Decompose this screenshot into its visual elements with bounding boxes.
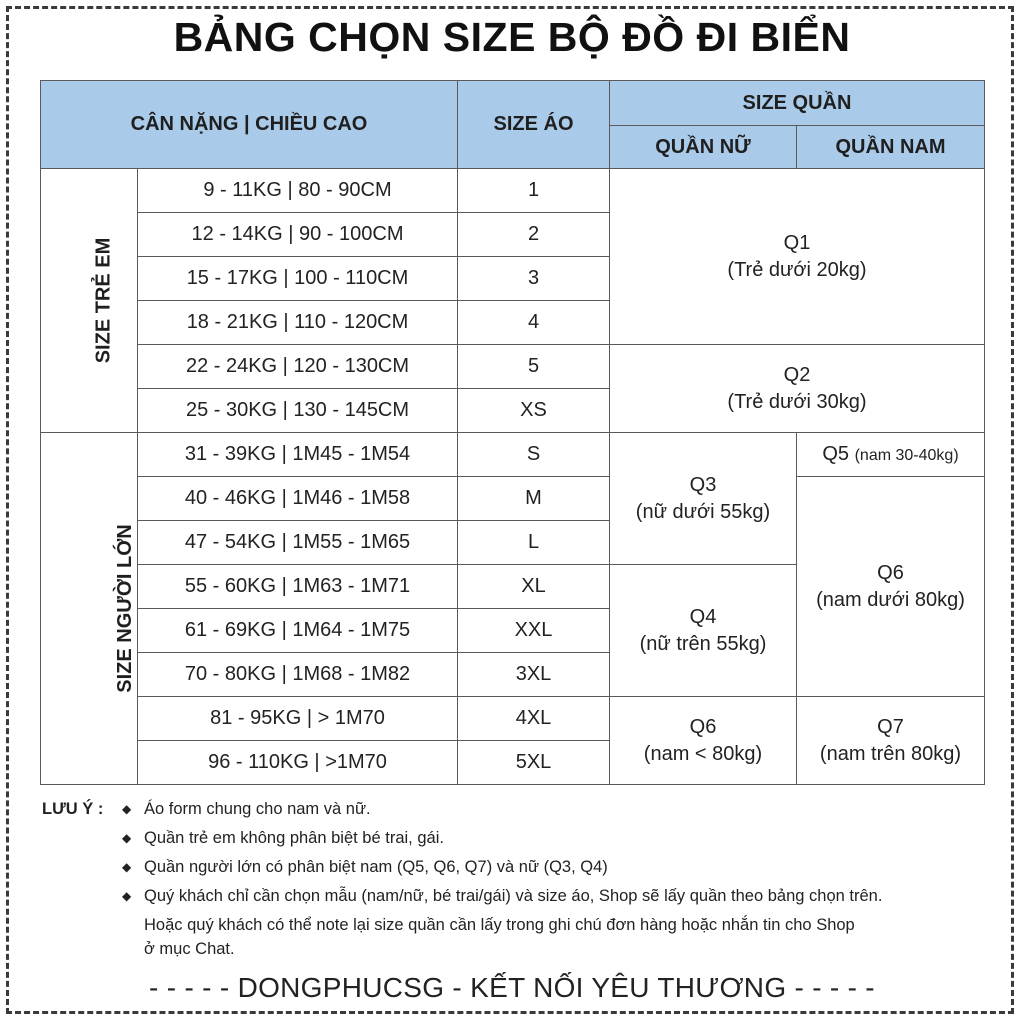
weight-height-cell: 70 - 80KG | 1M68 - 1M82 xyxy=(138,653,458,697)
pants-code: Q3 xyxy=(689,473,717,496)
weight-height-cell: 40 - 46KG | 1M46 - 1M58 xyxy=(138,477,458,521)
diamond-bullet-icon: ◆ xyxy=(122,802,132,816)
shirt-size-cell: S xyxy=(458,433,610,477)
notes-label: LƯU Ý : xyxy=(42,800,104,818)
weight-height-cell: 55 - 60KG | 1M63 - 1M71 xyxy=(138,565,458,609)
note-text: Quần người lớn có phân biệt nam (Q5, Q6, Q7) và nữ (Q3, Q4) xyxy=(144,858,608,876)
shirt-size-cell: XL xyxy=(458,565,610,609)
pants-code: Q7 xyxy=(877,715,904,738)
note-text: Áo form chung cho nam và nữ. xyxy=(144,800,371,818)
size-table xyxy=(40,80,985,785)
shirt-size-cell: M xyxy=(458,477,610,521)
footer-slogan: - - - - - DONGPHUCSG - KẾT NỐI YÊU THƯƠNG - - - - - xyxy=(149,972,875,1003)
pants-desc: (nam trên 80kg) xyxy=(819,742,962,765)
shirt-size-cell: 3XL xyxy=(458,653,610,697)
pants-q3-cell xyxy=(610,433,797,565)
note-continuation xyxy=(42,914,1002,938)
pants-code: Q6 xyxy=(877,561,904,584)
note-item xyxy=(42,856,1002,885)
shirt-size-cell: XS xyxy=(458,389,610,433)
group-adults-label: SIZE NGƯỜI LỚN xyxy=(113,524,136,693)
pants-desc: (nam 30-40kg) xyxy=(854,447,959,464)
shirt-size-cell: 5XL xyxy=(458,741,610,785)
group-adults xyxy=(41,433,138,785)
shirt-size-cell: L xyxy=(458,521,610,565)
pants-code: Q5 xyxy=(822,443,850,465)
header-shirt-size: SIZE ÁO xyxy=(458,81,610,169)
weight-height-cell: 31 - 39KG | 1M45 - 1M54 xyxy=(138,433,458,477)
weight-height-cell: 47 - 54KG | 1M55 - 1M65 xyxy=(138,521,458,565)
pants-q7-cell xyxy=(797,697,985,785)
shirt-size-cell: 5 xyxy=(458,345,610,389)
pants-q2-cell xyxy=(610,345,985,433)
diamond-bullet-icon: ◆ xyxy=(122,889,132,903)
diamond-bullet-icon: ◆ xyxy=(122,831,132,845)
note-item xyxy=(42,885,1002,914)
group-kids xyxy=(41,169,138,433)
table-row xyxy=(41,697,985,741)
pants-desc: (nam dưới 80kg) xyxy=(816,588,965,611)
shirt-size-cell: 4 xyxy=(458,301,610,345)
page-title: BẢNG CHỌN SIZE BỘ ĐỒ ĐI BIỂN xyxy=(173,14,851,60)
table-row xyxy=(41,169,985,213)
weight-height-cell: 12 - 14KG | 90 - 100CM xyxy=(138,213,458,257)
pants-code: Q1 xyxy=(783,231,811,254)
note-text: Quần trẻ em không phân biệt bé trai, gái. xyxy=(144,829,444,847)
weight-height-cell: 81 - 95KG | > 1M70 xyxy=(138,697,458,741)
header-pants-men: QUẦN NAM xyxy=(797,126,985,169)
pants-code: Q2 xyxy=(783,363,811,386)
pants-code: Q4 xyxy=(689,605,717,628)
weight-height-cell: 15 - 17KG | 100 - 110CM xyxy=(138,257,458,301)
weight-height-cell: 9 - 11KG | 80 - 90CM xyxy=(138,169,458,213)
note-text: ở mục Chat. xyxy=(144,940,235,958)
shirt-size-cell: 3 xyxy=(458,257,610,301)
pants-desc: (Trẻ dưới 30kg) xyxy=(727,390,867,413)
note-text: Quý khách chỉ cần chọn mẫu (nam/nữ, bé trai/gái) và size áo, Shop sẽ lấy quần theo bảng chọn trên. xyxy=(144,887,883,905)
pants-q1-cell xyxy=(610,169,985,345)
pants-desc: (nam < 80kg) xyxy=(643,742,763,765)
pants-q4-cell xyxy=(610,565,797,697)
header-pants-women: QUẦN NỮ xyxy=(610,126,797,169)
header-weight-height: CÂN NẶNG | CHIỀU CAO xyxy=(41,81,458,169)
weight-height-cell: 25 - 30KG | 130 - 145CM xyxy=(138,389,458,433)
weight-height-cell: 61 - 69KG | 1M64 - 1M75 xyxy=(138,609,458,653)
pants-desc: (nữ dưới 55kg) xyxy=(635,500,771,523)
pants-q6-men-cell xyxy=(797,477,985,697)
header-pants-size: SIZE QUẦN xyxy=(610,81,985,126)
note-item xyxy=(42,798,1002,827)
shirt-size-cell: XXL xyxy=(458,609,610,653)
notes-section xyxy=(42,798,1002,962)
diamond-bullet-icon: ◆ xyxy=(122,860,132,874)
pants-desc: (Trẻ dưới 20kg) xyxy=(727,258,867,281)
table-row xyxy=(41,477,985,521)
pants-q6-big-cell xyxy=(610,697,797,785)
pants-q5-cell xyxy=(797,433,985,477)
shirt-size-cell: 2 xyxy=(458,213,610,257)
table-row xyxy=(41,433,985,477)
pants-desc: (nữ trên 55kg) xyxy=(639,632,767,655)
shirt-size-cell: 1 xyxy=(458,169,610,213)
shirt-size-cell: 4XL xyxy=(458,697,610,741)
group-kids-label: SIZE TRẺ EM xyxy=(92,237,115,364)
table-row xyxy=(41,345,985,389)
note-text: Hoặc quý khách có thể note lại size quần cần lấy trong ghi chú đơn hàng hoặc nhắn tin cho Shop xyxy=(144,916,855,934)
note-continuation xyxy=(42,938,1002,962)
pants-code: Q6 xyxy=(689,715,717,738)
weight-height-cell: 96 - 110KG | >1M70 xyxy=(138,741,458,785)
note-item xyxy=(42,827,1002,856)
weight-height-cell: 22 - 24KG | 120 - 130CM xyxy=(138,345,458,389)
weight-height-cell: 18 - 21KG | 110 - 120CM xyxy=(138,301,458,345)
